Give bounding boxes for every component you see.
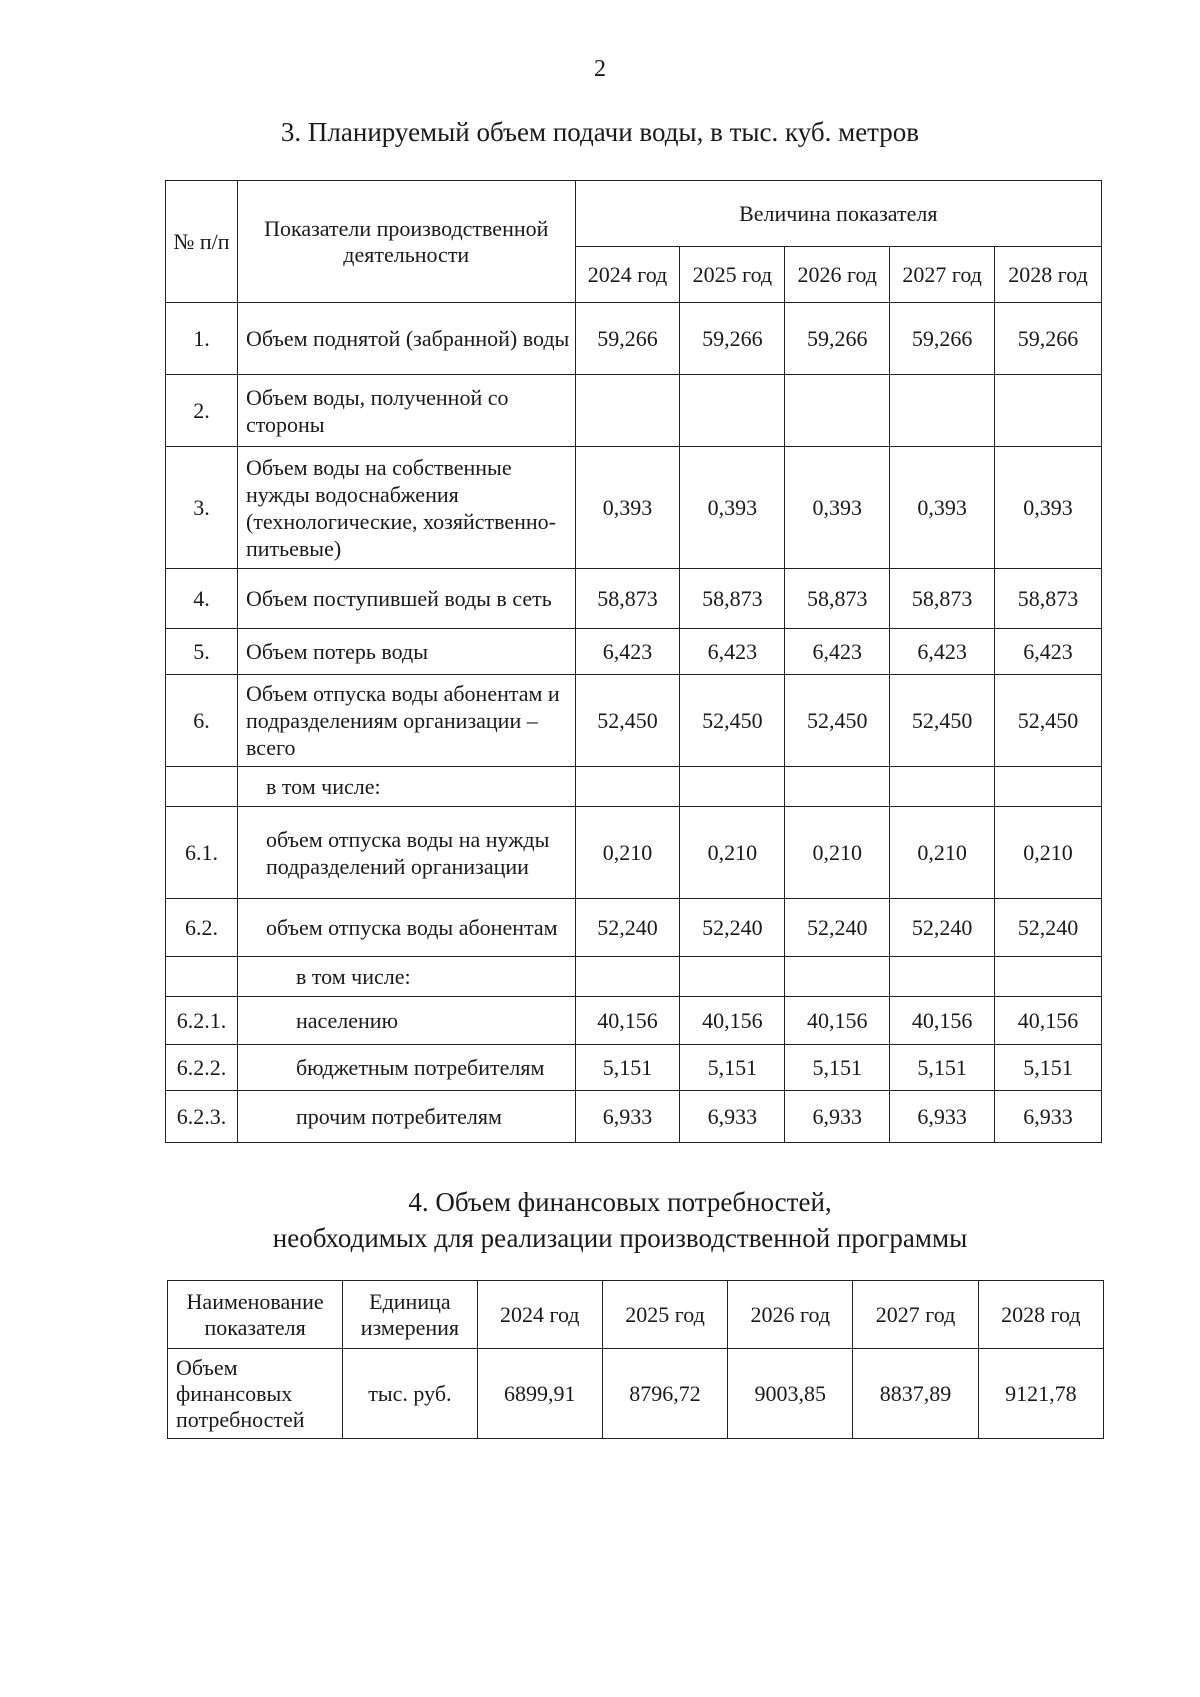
row-number: 6. (166, 675, 238, 767)
row-value: 52,450 (995, 675, 1102, 767)
row-indicator: Объем воды на собственные нужды водоснабжения (технологические, хозяйственно-питьевые) (237, 447, 575, 569)
row-number: 6.2. (166, 899, 238, 957)
row-value: 40,156 (575, 997, 680, 1045)
row-value: 52,240 (785, 899, 890, 957)
row-value: 58,873 (995, 569, 1102, 629)
header-unit: Единица измерения (343, 1281, 477, 1349)
row-value (995, 375, 1102, 447)
row-value: 52,450 (680, 675, 785, 767)
row-value (575, 767, 680, 807)
row-value: 0,210 (680, 807, 785, 899)
row-value: 59,266 (785, 303, 890, 375)
header-number: № п/п (166, 181, 238, 303)
financial-value: 8796,72 (602, 1349, 727, 1439)
header-year: 2026 год (728, 1281, 853, 1349)
row-value: 6,423 (575, 629, 680, 675)
row-value (890, 957, 995, 997)
water-supply-table (165, 180, 1102, 1143)
row-value: 5,151 (890, 1045, 995, 1091)
row-indicator: населению (237, 997, 575, 1045)
financial-value: 9003,85 (728, 1349, 853, 1439)
row-value (680, 767, 785, 807)
financial-value: 6899,91 (477, 1349, 602, 1439)
row-indicator: прочим потребителям (237, 1091, 575, 1143)
row-value: 40,156 (785, 997, 890, 1045)
table-row (166, 569, 1102, 629)
financial-row-unit: тыс. руб. (343, 1349, 477, 1439)
row-value: 52,240 (890, 899, 995, 957)
table-row (166, 1045, 1102, 1091)
row-value: 6,423 (680, 629, 785, 675)
row-value: 5,151 (680, 1045, 785, 1091)
row-value: 40,156 (995, 997, 1102, 1045)
row-value: 40,156 (680, 997, 785, 1045)
header-year: 2024 год (477, 1281, 602, 1349)
row-number: 1. (166, 303, 238, 375)
row-indicator: Объем потерь воды (237, 629, 575, 675)
row-value: 52,450 (890, 675, 995, 767)
header-year: 2028 год (978, 1281, 1103, 1349)
row-value: 0,393 (890, 447, 995, 569)
row-indicator: Объем поднятой (забранной) воды (237, 303, 575, 375)
financial-value: 9121,78 (978, 1349, 1103, 1439)
table-row (166, 899, 1102, 957)
row-number: 4. (166, 569, 238, 629)
row-value: 52,450 (575, 675, 680, 767)
table-row (166, 807, 1102, 899)
header-year: 2026 год (785, 247, 890, 303)
row-value: 58,873 (680, 569, 785, 629)
row-value: 58,873 (785, 569, 890, 629)
header-year: 2025 год (602, 1281, 727, 1349)
financial-row-name: Объем финансовых потребностей (168, 1349, 343, 1439)
row-number: 2. (166, 375, 238, 447)
row-number (166, 957, 238, 997)
table-row (166, 675, 1102, 767)
header-year: 2027 год (853, 1281, 978, 1349)
row-value: 6,423 (890, 629, 995, 675)
row-value (575, 957, 680, 997)
table-row (166, 303, 1102, 375)
row-indicator: бюджетным потребителям (237, 1045, 575, 1091)
row-indicator: объем отпуска воды абонентам (237, 899, 575, 957)
section-3-title: 3. Планируемый объем подачи воды, в тыс. куб. метров (280, 117, 920, 147)
table-row (166, 447, 1102, 569)
row-value: 5,151 (575, 1045, 680, 1091)
row-value: 58,873 (890, 569, 995, 629)
row-value: 6,933 (995, 1091, 1102, 1143)
row-value: 0,393 (785, 447, 890, 569)
row-value: 5,151 (785, 1045, 890, 1091)
row-value (785, 375, 890, 447)
section-4-title (20, 1184, 1200, 1256)
row-value: 0,393 (575, 447, 680, 569)
row-number: 6.1. (166, 807, 238, 899)
row-value: 6,933 (890, 1091, 995, 1143)
row-value: 0,210 (995, 807, 1102, 899)
row-value (890, 375, 995, 447)
row-value (995, 767, 1102, 807)
header-indicator-name: Наименование показателя (168, 1281, 343, 1349)
row-value: 6,423 (785, 629, 890, 675)
row-value: 0,210 (890, 807, 995, 899)
row-indicator: Объем поступившей воды в сеть (237, 569, 575, 629)
row-value: 6,423 (995, 629, 1102, 675)
section-4-title-line2: необходимых для реализации производственной программы (272, 1223, 968, 1253)
row-value: 0,210 (575, 807, 680, 899)
row-value: 0,210 (785, 807, 890, 899)
row-value: 0,393 (995, 447, 1102, 569)
row-value: 6,933 (680, 1091, 785, 1143)
row-value: 6,933 (785, 1091, 890, 1143)
row-value: 52,240 (680, 899, 785, 957)
row-value: 0,393 (680, 447, 785, 569)
row-indicator: Объем отпуска воды абонентам и подразделениям организации – всего (237, 675, 575, 767)
row-indicator: в том числе: (237, 767, 575, 807)
row-number: 6.2.3. (166, 1091, 238, 1143)
row-value: 59,266 (575, 303, 680, 375)
row-value: 52,240 (575, 899, 680, 957)
row-number: 6.2.1. (166, 997, 238, 1045)
header-year: 2027 год (890, 247, 995, 303)
row-value: 52,240 (995, 899, 1102, 957)
row-number: 5. (166, 629, 238, 675)
row-value: 52,450 (785, 675, 890, 767)
row-value: 5,151 (995, 1045, 1102, 1091)
row-value (890, 767, 995, 807)
header-year: 2025 год (680, 247, 785, 303)
header-value-group: Величина показателя (575, 181, 1101, 247)
row-value (785, 767, 890, 807)
financial-needs-table (167, 1280, 1104, 1439)
row-indicator: объем отпуска воды на нужды подразделений организации (237, 807, 575, 899)
table-row (166, 375, 1102, 447)
table-row (166, 767, 1102, 807)
section-4-title-line1: 4. Объем финансовых потребностей, (408, 1187, 832, 1217)
header-year: 2024 год (575, 247, 680, 303)
row-value: 58,873 (575, 569, 680, 629)
row-indicator: в том числе: (237, 957, 575, 997)
header-year: 2028 год (995, 247, 1102, 303)
financial-value: 8837,89 (853, 1349, 978, 1439)
row-value (785, 957, 890, 997)
header-indicator: Показатели производственной деятельности (237, 181, 575, 303)
page-number: 2 (594, 56, 606, 82)
table-row (166, 1091, 1102, 1143)
row-number: 3. (166, 447, 238, 569)
row-number: 6.2.2. (166, 1045, 238, 1091)
row-value (680, 375, 785, 447)
row-value: 59,266 (680, 303, 785, 375)
table-row (166, 957, 1102, 997)
row-value: 6,933 (575, 1091, 680, 1143)
row-indicator: Объем воды, полученной со стороны (237, 375, 575, 447)
row-value: 40,156 (890, 997, 995, 1045)
row-value (995, 957, 1102, 997)
row-value: 59,266 (890, 303, 995, 375)
row-number (166, 767, 238, 807)
table-row (166, 629, 1102, 675)
row-value: 59,266 (995, 303, 1102, 375)
row-value (575, 375, 680, 447)
table-row (166, 997, 1102, 1045)
row-value (680, 957, 785, 997)
